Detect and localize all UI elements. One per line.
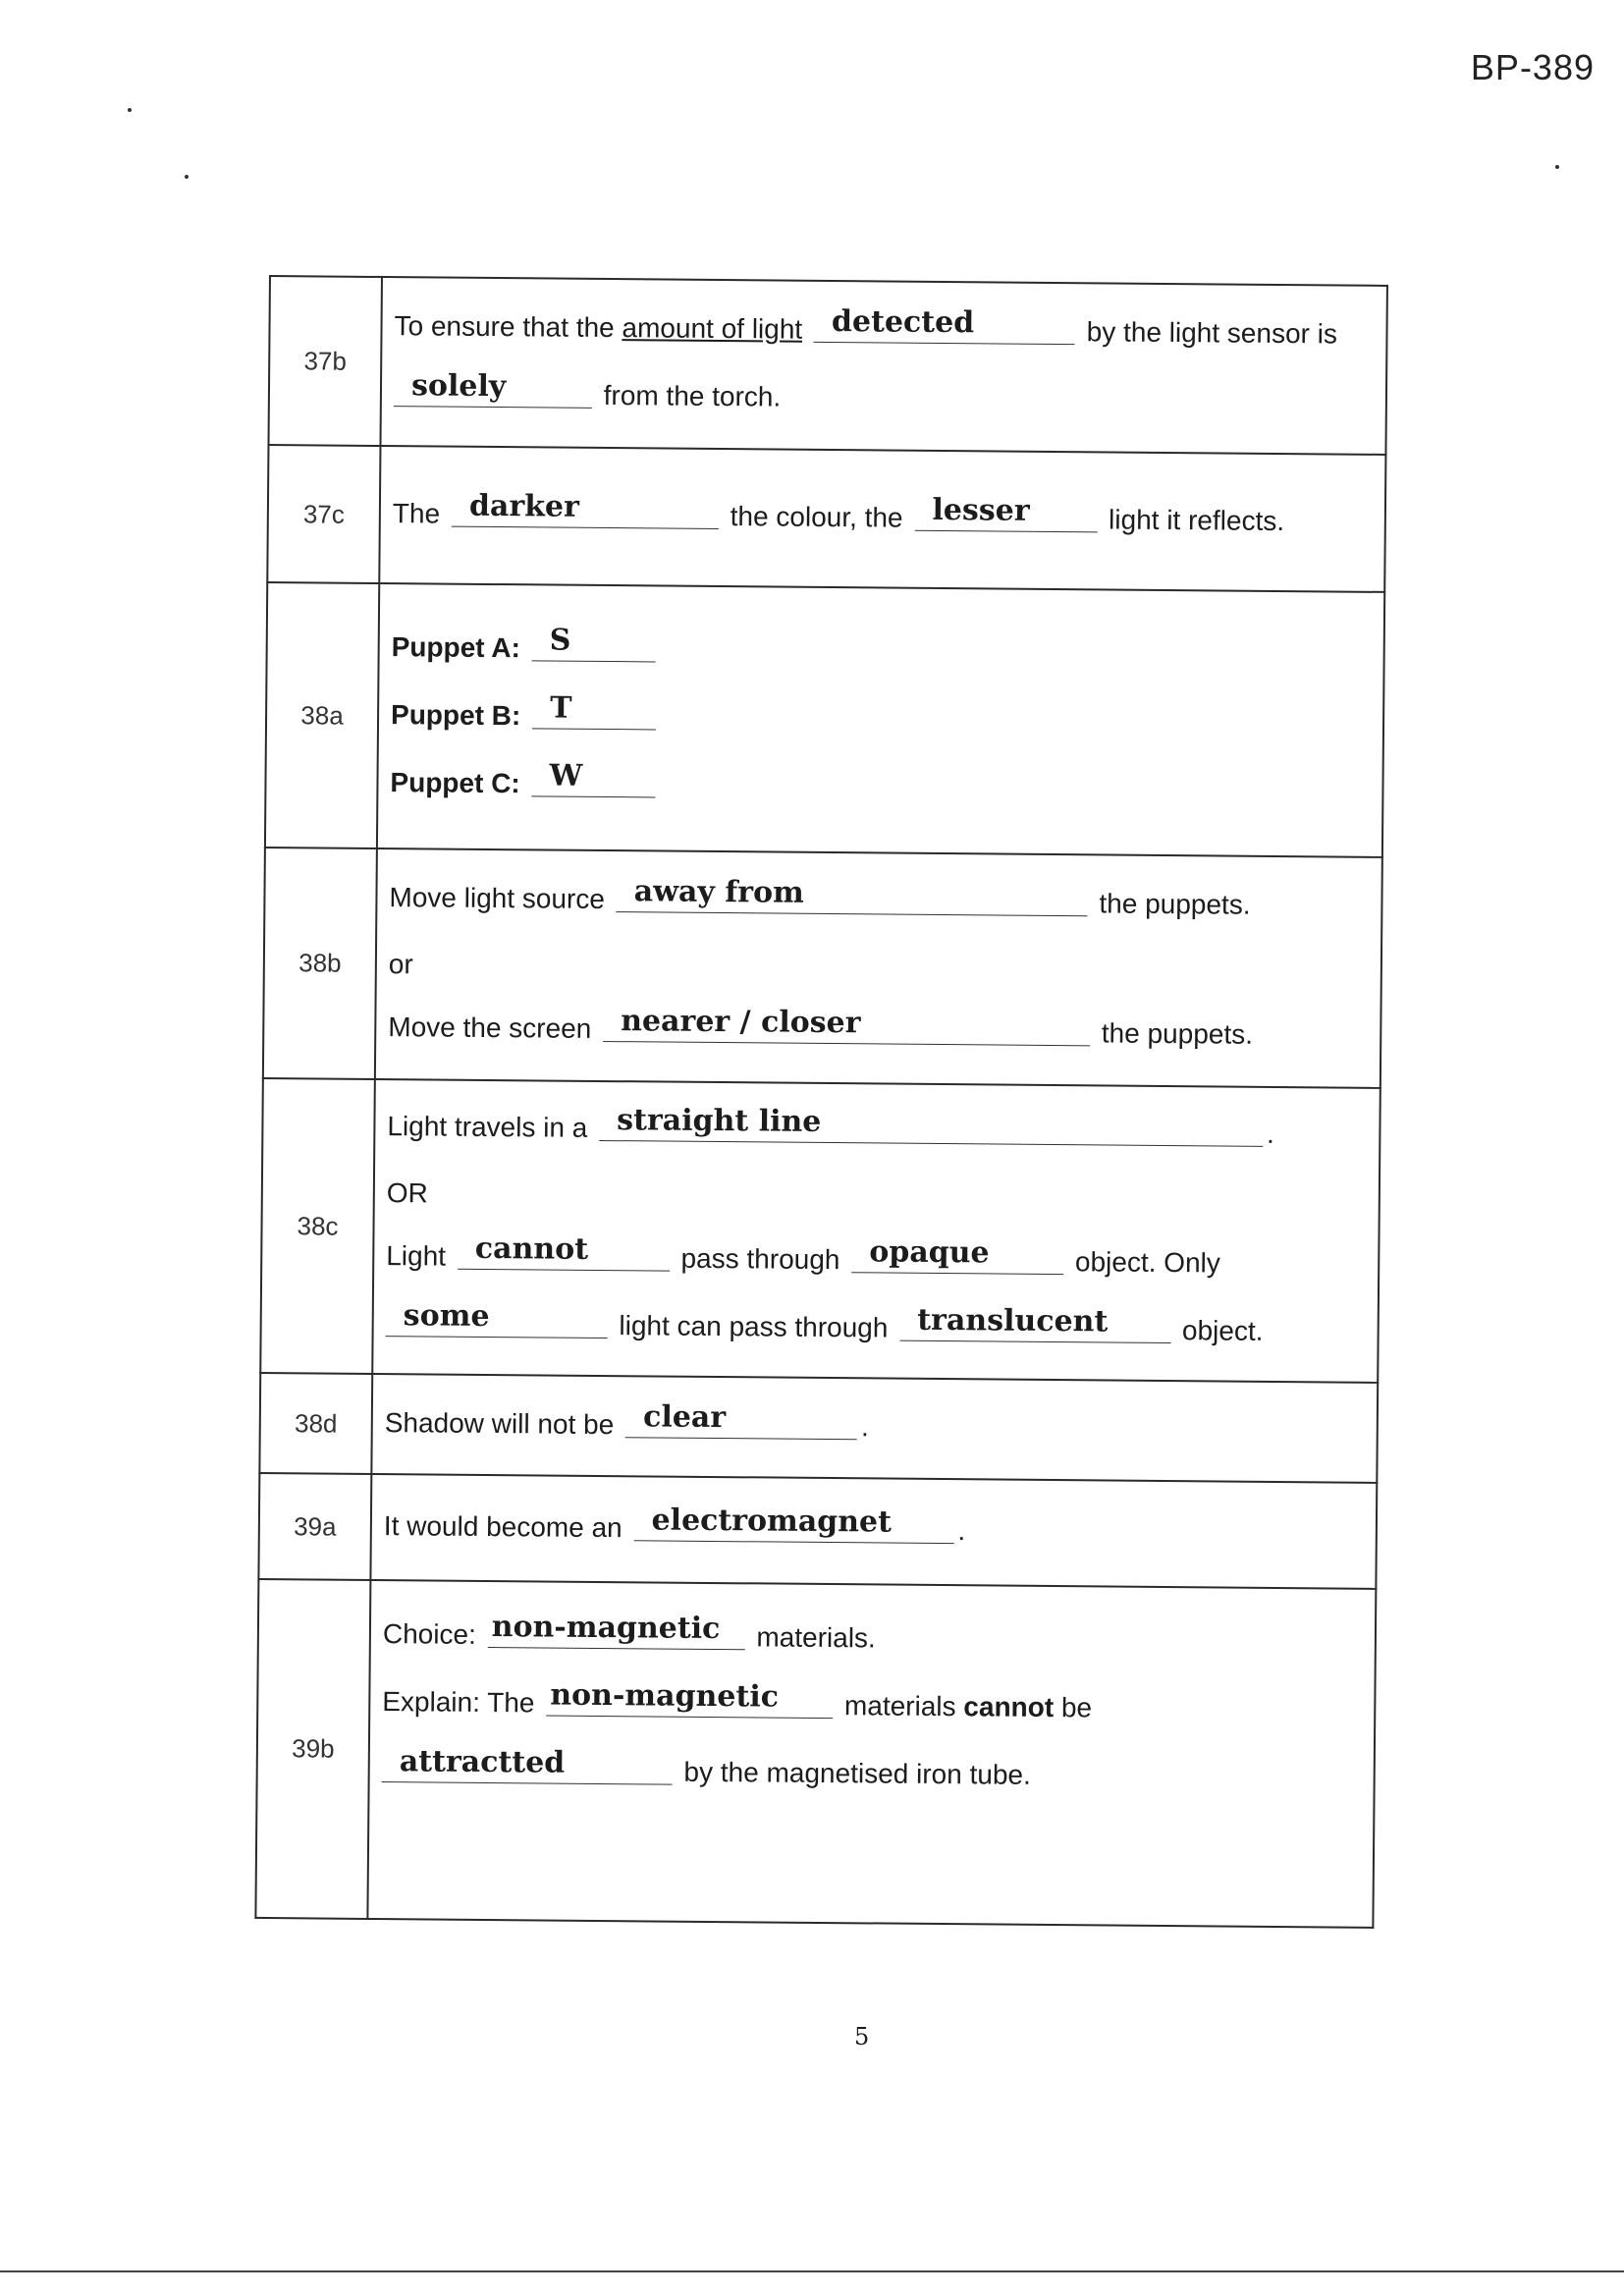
answer-text: light can pass through bbox=[619, 1310, 889, 1343]
document-code: BP-389 bbox=[1470, 47, 1595, 87]
answer-line bbox=[382, 1610, 1361, 1664]
answer-blank: away from bbox=[617, 874, 1088, 916]
puppet-label: Puppet B: bbox=[390, 698, 521, 731]
answer-cell bbox=[371, 1374, 1378, 1483]
table-row bbox=[260, 1078, 1380, 1383]
answer-cell bbox=[380, 277, 1386, 455]
answer-cell bbox=[379, 446, 1385, 592]
answer-text: pass through bbox=[680, 1242, 840, 1276]
table-row bbox=[265, 582, 1384, 857]
answer-blank: nearer / closer bbox=[603, 1004, 1090, 1046]
answer-cell bbox=[377, 583, 1384, 857]
answer-line bbox=[382, 1744, 1360, 1799]
emphasized-word: cannot bbox=[963, 1691, 1055, 1723]
answer-text: The bbox=[392, 497, 441, 529]
answer-line bbox=[390, 690, 1369, 744]
answer-line bbox=[386, 1231, 1364, 1285]
table-row bbox=[267, 445, 1385, 592]
scan-speck bbox=[185, 175, 189, 179]
answer-blank: translucent bbox=[899, 1303, 1170, 1343]
answer-line bbox=[394, 368, 1372, 423]
answer-blank: some bbox=[386, 1298, 608, 1339]
answer-line bbox=[394, 304, 1372, 355]
answer-blank: S bbox=[532, 623, 656, 662]
answer-line bbox=[382, 1677, 1360, 1731]
answer-cell bbox=[375, 848, 1382, 1088]
answer-cell bbox=[367, 1580, 1376, 1928]
table-row bbox=[258, 1473, 1377, 1589]
question-number: 39a bbox=[258, 1473, 371, 1580]
answer-blank: lesser bbox=[914, 492, 1097, 532]
question-number: 38a bbox=[265, 582, 379, 848]
puppet-label: Puppet C: bbox=[390, 766, 520, 798]
answer-blank: T bbox=[532, 690, 656, 730]
answer-text: . bbox=[1266, 1118, 1274, 1149]
answer-blank: non-magnetic bbox=[546, 1678, 833, 1720]
answer-blank: W bbox=[531, 758, 655, 797]
answer-text: Light bbox=[386, 1240, 447, 1272]
table-row bbox=[268, 276, 1386, 455]
table-row bbox=[263, 847, 1382, 1088]
answer-text: the puppets. bbox=[1101, 1017, 1254, 1051]
answer-blank: straight line bbox=[599, 1103, 1263, 1147]
puppet-label: Puppet A: bbox=[391, 630, 521, 663]
answer-line bbox=[389, 873, 1367, 927]
answer-text: It would become an bbox=[383, 1509, 623, 1543]
answer-text: the puppets. bbox=[1099, 888, 1251, 920]
answer-text: the colour, the bbox=[730, 500, 903, 533]
answer-blank: cannot bbox=[458, 1231, 670, 1272]
page-number: 5 bbox=[854, 2023, 870, 2050]
answer-blank: electromagnet bbox=[633, 1503, 953, 1544]
answer-cell bbox=[370, 1474, 1377, 1589]
answer-text: Shadow will not be bbox=[384, 1406, 615, 1440]
answer-blank: clear bbox=[625, 1399, 857, 1440]
answer-text: object. bbox=[1181, 1315, 1264, 1347]
answer-blank: opaque bbox=[851, 1235, 1063, 1276]
underlined-phrase: amount of light bbox=[622, 312, 803, 345]
answer-blank: darker bbox=[452, 488, 719, 528]
answer-text: . bbox=[860, 1410, 869, 1442]
answer-line bbox=[388, 1004, 1366, 1057]
answer-text: Choice: bbox=[382, 1618, 476, 1650]
answer-line bbox=[383, 1502, 1362, 1556]
question-number: 37b bbox=[268, 276, 381, 446]
footer-rule bbox=[0, 2270, 1624, 2272]
answer-blank: solely bbox=[394, 368, 592, 409]
answer-line bbox=[385, 1298, 1363, 1353]
question-number: 37c bbox=[267, 445, 380, 583]
answer-blank: detected bbox=[814, 304, 1075, 345]
answer-line bbox=[390, 758, 1368, 812]
answer-cell bbox=[372, 1079, 1380, 1383]
answer-line bbox=[384, 1398, 1363, 1452]
table-row bbox=[255, 1579, 1376, 1928]
answer-text: . bbox=[957, 1514, 966, 1546]
answer-text: from the torch. bbox=[603, 379, 782, 412]
answer-text: be bbox=[1060, 1692, 1093, 1723]
answer-blank: attractted bbox=[382, 1744, 673, 1785]
answer-text: materials. bbox=[756, 1621, 876, 1654]
answer-line bbox=[391, 623, 1370, 677]
answer-text: by the light sensor is bbox=[1086, 316, 1338, 350]
question-number: 39b bbox=[255, 1579, 370, 1919]
answer-text: Move light source bbox=[389, 881, 606, 914]
answer-line bbox=[392, 488, 1371, 543]
answer-text: materials bbox=[843, 1690, 956, 1722]
answer-line bbox=[387, 1102, 1365, 1156]
answer-line: or bbox=[388, 948, 413, 980]
answer-text: To ensure that the bbox=[394, 310, 623, 344]
scan-speck bbox=[1555, 165, 1559, 169]
question-number: 38b bbox=[263, 847, 377, 1079]
question-number: 38d bbox=[259, 1373, 372, 1474]
answer-text: Move the screen bbox=[388, 1011, 592, 1045]
answer-line: OR bbox=[386, 1176, 428, 1209]
table-row bbox=[259, 1373, 1378, 1483]
answer-text: Light travels in a bbox=[387, 1110, 588, 1143]
answer-text: Explain: The bbox=[382, 1686, 535, 1719]
answer-table bbox=[254, 275, 1388, 1929]
question-number: 38c bbox=[260, 1078, 375, 1374]
answer-text: by the magnetised iron tube. bbox=[683, 1756, 1031, 1790]
answer-text: light it reflects. bbox=[1109, 503, 1285, 536]
answer-blank: non-magnetic bbox=[488, 1610, 745, 1650]
answer-text: object. Only bbox=[1074, 1246, 1220, 1279]
scan-speck bbox=[128, 108, 132, 112]
